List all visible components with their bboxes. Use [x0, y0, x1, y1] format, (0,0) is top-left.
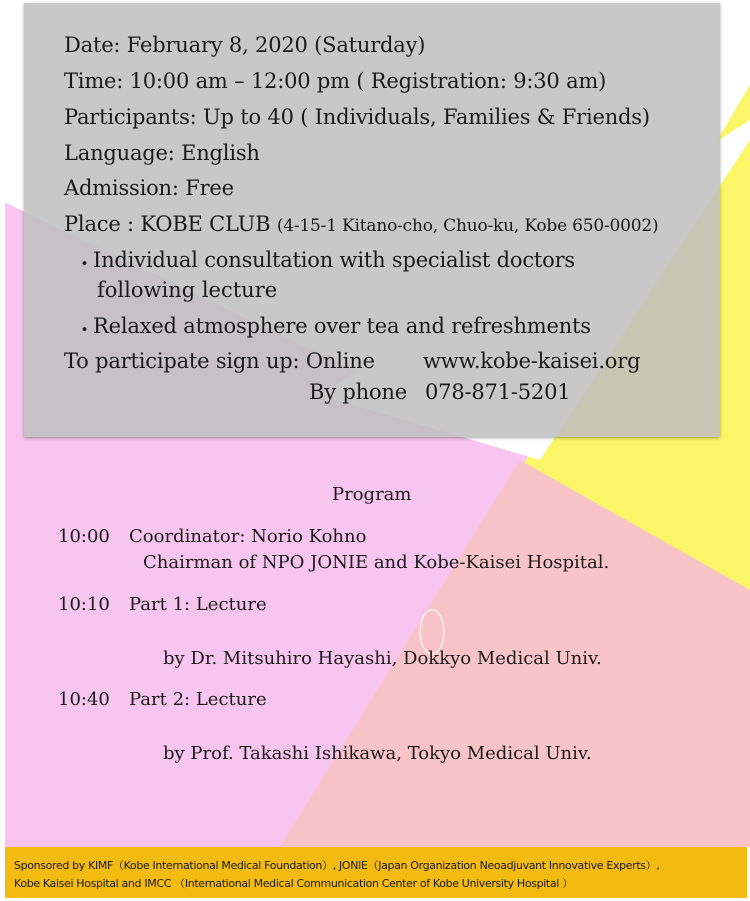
bullet-consultation-line2: following lecture: [97, 278, 278, 302]
program-item-title: Part 2: Lecture: [129, 689, 267, 710]
program-title: Program: [332, 484, 412, 505]
signup-url-link[interactable]: www.kobe-kaisei.org: [423, 349, 641, 373]
phone-label: By phone: [309, 380, 407, 404]
program-item-detail: Chairman of NPO JONIE and Kobe-Kaisei Hospital.: [143, 552, 610, 573]
event-admission: Admission: Free: [64, 176, 234, 200]
program-time: 10:40: [58, 689, 110, 710]
program-item-title: Coordinator: Norio Kohno: [129, 526, 367, 547]
sponsor-footer: [5, 847, 747, 898]
program-item-detail: by Prof. Takashi Ishikawa, Tokyo Medical Univ.: [163, 743, 592, 764]
signup-label: To participate sign up: Online: [64, 349, 375, 373]
sponsor-line-1: Sponsored by KIMF（Kobe International Medical Foundation）, JONIE（Japan Organization Neoadjuvant Innovative Experts）,: [14, 859, 660, 872]
left-margin: [0, 0, 5, 901]
program-time: 10:10: [58, 594, 110, 615]
event-language: Language: English: [64, 141, 260, 165]
event-participants: Participants: Up to 40 ( Individuals, Families & Friends): [64, 105, 650, 129]
bullet-mark: ・: [74, 318, 95, 342]
bullet-mark: ・: [74, 252, 95, 276]
place-label: Place : KOBE CLUB: [64, 212, 277, 236]
event-place: [64, 212, 658, 236]
bullet-consultation-line1: Individual consultation with specialist doctors: [93, 248, 575, 272]
phone-number: 078-871-5201: [425, 380, 571, 404]
program-item-detail: by Dr. Mitsuhiro Hayashi, Dokkyo Medical Univ.: [163, 648, 602, 669]
place-address: (4-15-1 Kitano-cho, Chuo-ku, Kobe 650-0002): [276, 216, 659, 236]
bullet-refreshments: Relaxed atmosphere over tea and refreshments: [93, 314, 591, 338]
event-time: Time: 10:00 am – 12:00 pm ( Registration: 9:30 am): [64, 69, 607, 93]
sponsor-line-2: Kobe Kaisei Hospital and IMCC （International Medical Communication Center of Kobe University Hospital ）: [14, 877, 573, 890]
event-date: Date: February 8, 2020 (Saturday): [64, 33, 426, 57]
program-item-title: Part 1: Lecture: [129, 594, 267, 615]
program-time: 10:00: [58, 526, 110, 547]
